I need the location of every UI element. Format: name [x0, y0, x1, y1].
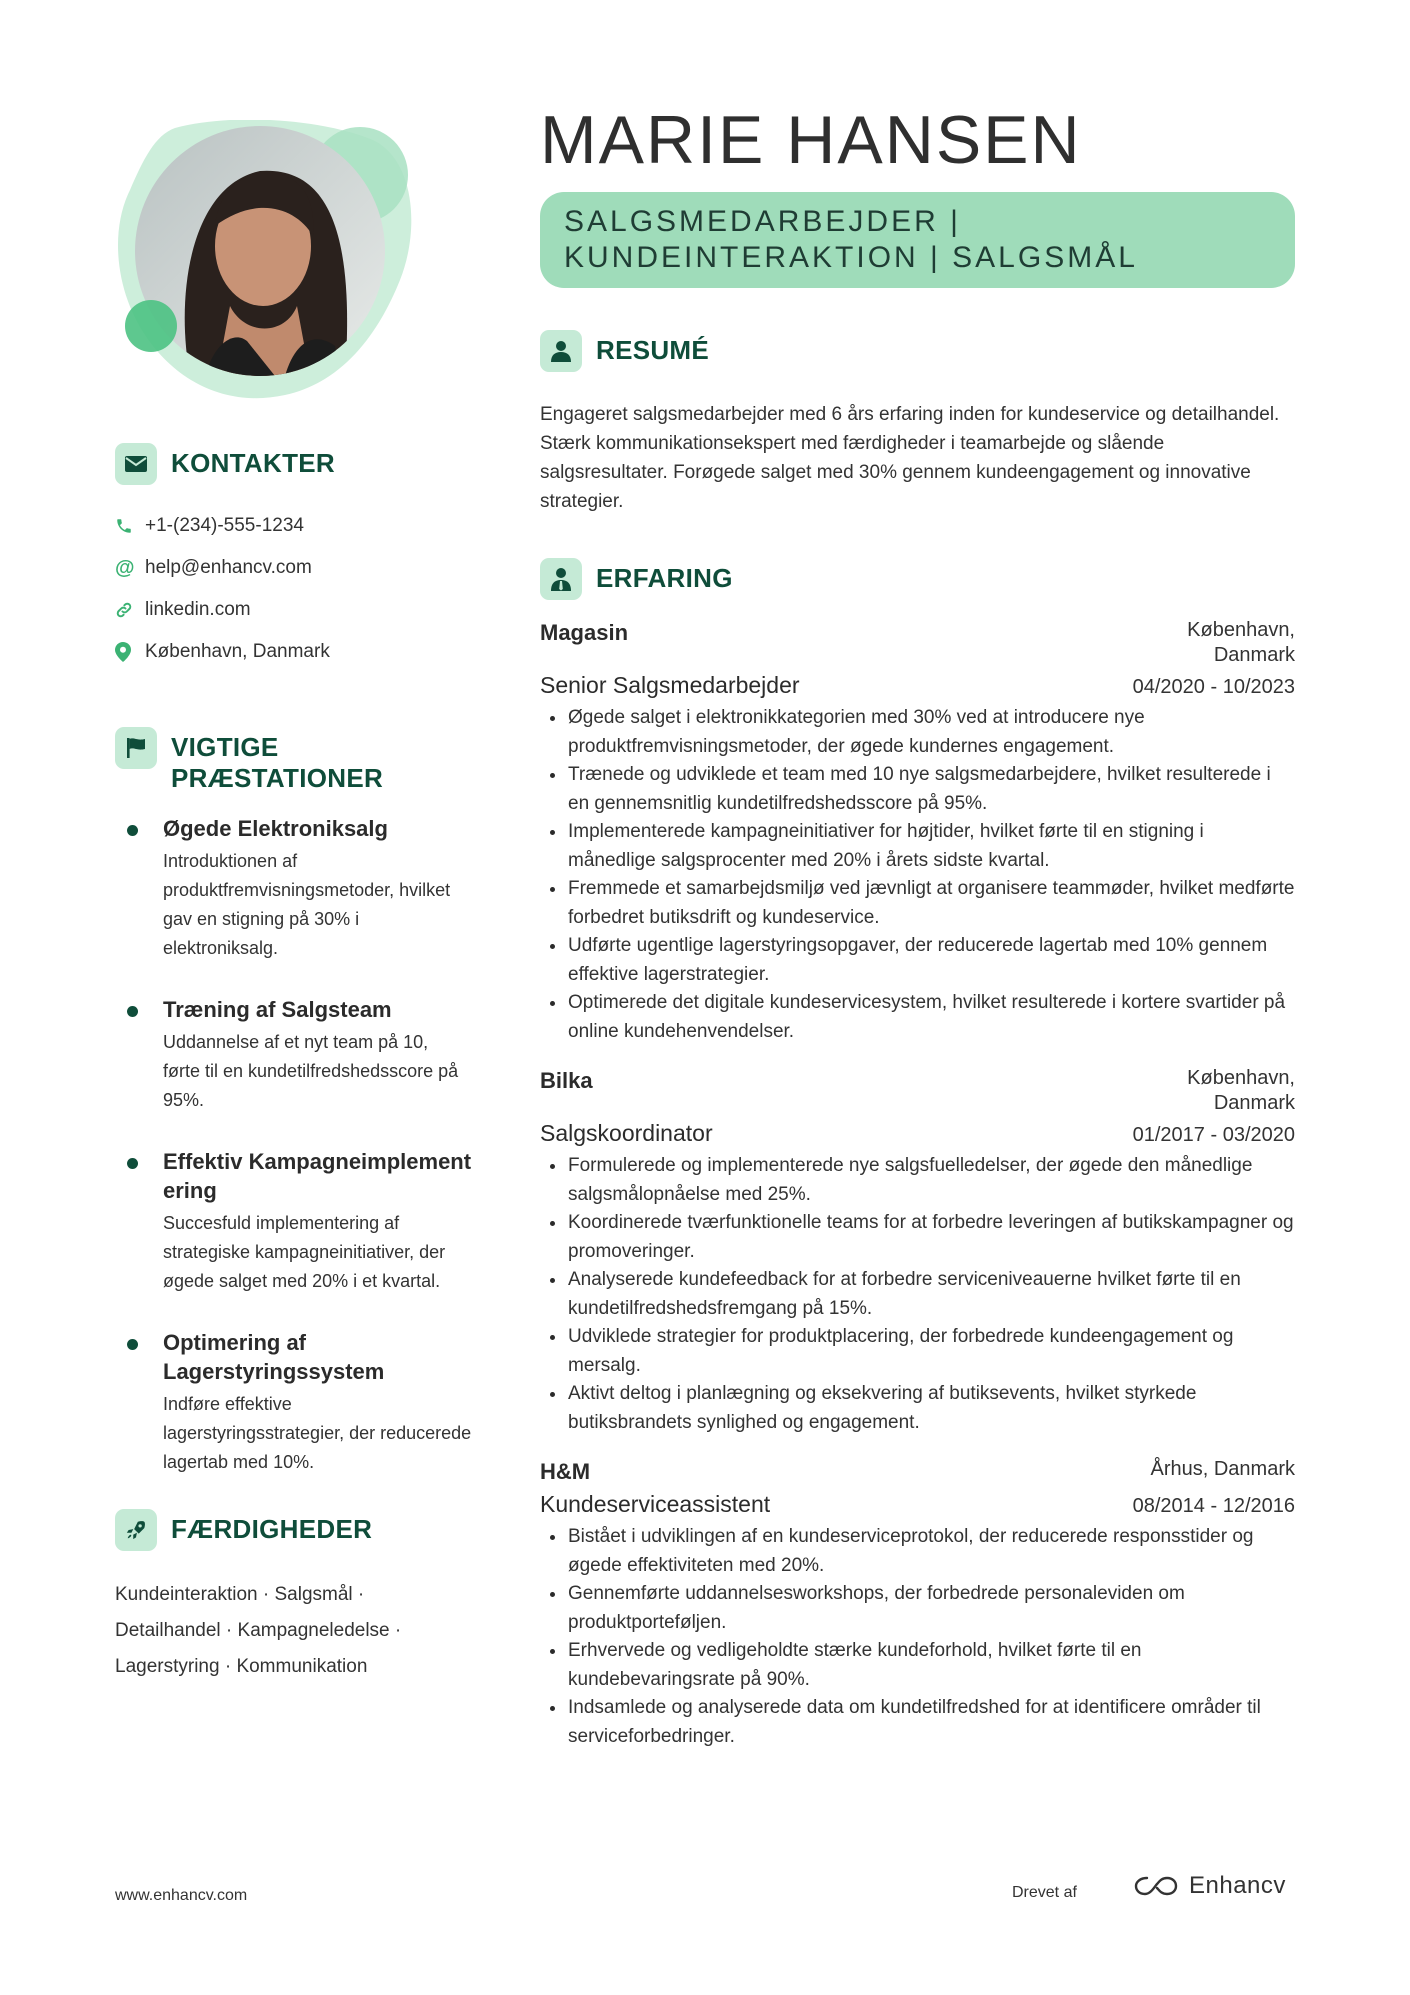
user-icon — [540, 330, 582, 372]
phone-icon — [115, 517, 145, 535]
decorative-dot — [125, 300, 177, 352]
achievement-item — [115, 995, 475, 1115]
job-bullet: Analyserede kundefeedback for at forbedre serviceniveauerne hvilket førte til en kundetilfredshedsfremgang på 15%. — [540, 1266, 1295, 1323]
job-bullet: Optimerede det digitale kundeservicesystem, hvilket resulterede i kortere svartider på online kundehenvendelser. — [540, 989, 1295, 1046]
job-bullet: Udførte ugentlige lagerstyringsopgaver, der reducerede lagertab med 10% gennem effektive lagerstrategier. — [540, 932, 1295, 989]
skills-list: Kundeinteraktion · Salgsmål · Detailhandel · Kampagneledelse · Lagerstyring · Kommunikation — [115, 1584, 402, 1677]
achievement-title: Optimering af Lagerstyringssystem — [163, 1330, 385, 1384]
achievements-header — [115, 727, 475, 794]
company-name: H&M — [540, 1459, 591, 1484]
contacts-header — [115, 443, 475, 485]
job-bullet: Gennemførte uddannelsesworkshops, der forbedrede personaleviden om produktporteføljen. — [540, 1580, 1295, 1637]
summary-header — [540, 330, 1295, 372]
company-name: Bilka — [540, 1068, 593, 1093]
footer-powered-by: Drevet af — [1012, 1884, 1077, 1901]
bullet-dot — [127, 825, 138, 836]
job-bullets — [540, 704, 1295, 1046]
contacts-section — [115, 443, 475, 673]
job-bullets — [540, 1152, 1295, 1437]
achievement-description: Succesfuld implementering af strategiske kampagneinitiativer, der øgede salget med 20% i et kvartal. — [163, 1213, 446, 1291]
job-entry — [540, 618, 1295, 1046]
link-icon — [115, 601, 145, 619]
job-bullet: Indsamlede og analyserede data om kundetilfredshed for at identificere områder til serviceforbedringer. — [540, 1694, 1295, 1751]
location-pin-icon — [115, 642, 145, 662]
contact-phone — [115, 505, 475, 547]
experience-title: ERFARING — [596, 563, 733, 593]
job-entry — [540, 1066, 1295, 1437]
job-location: København, Danmark — [1187, 619, 1295, 666]
job-entry — [540, 1457, 1295, 1751]
enhancv-logo[interactable] — [1133, 1872, 1286, 1900]
candidate-name: MARIE HANSEN — [540, 102, 1082, 178]
job-bullet: Aktivt deltog i planlægning og eksekvering af butiksevents, hvilket styrkede butiksbrandets synlighed og engagement. — [540, 1380, 1295, 1437]
job-location: København, Danmark — [1187, 1067, 1295, 1114]
job-bullet: Øgede salget i elektronikkategorien med 30% ved at introducere nye produktfremvisningsmetoder, der øgede kundernes engagement. — [540, 704, 1295, 761]
phone-text: +1-(234)-555-1234 — [145, 515, 304, 536]
achievement-description: Indføre effektive lagerstyringsstrategier, der reducerede lagertab med 10%. — [163, 1394, 472, 1472]
experience-section — [540, 558, 1295, 1751]
achievement-item — [115, 1147, 475, 1296]
location-text: København, Danmark — [145, 641, 330, 662]
contact-email — [115, 547, 475, 589]
job-dates: 04/2020 - 10/2023 — [1132, 676, 1295, 698]
achievement-item — [115, 814, 475, 963]
job-bullet: Udviklede strategier for produktplacering, der forbedrede kundeengagement og mersalg. — [540, 1323, 1295, 1380]
achievement-title: Effektiv Kampagneimplementering — [163, 1149, 472, 1203]
achievements-title: VIGTIGE PRÆSTATIONER — [171, 732, 384, 793]
profile-photo-area — [115, 100, 435, 410]
job-bullet: Koordinerede tværfunktionelle teams for at forbedre leveringen af butikskampagner og promoveringer. — [540, 1209, 1295, 1266]
job-dates: 01/2017 - 03/2020 — [1132, 1124, 1295, 1146]
bullet-dot — [127, 1339, 138, 1350]
achievement-item — [115, 1328, 475, 1477]
achievement-title: Øgede Elektroniksalg — [163, 816, 388, 841]
job-dates: 08/2014 - 12/2016 — [1132, 1495, 1295, 1517]
contacts-title: KONTAKTER — [171, 448, 335, 478]
job-bullet: Erhvervede og vedligeholdte stærke kundeforhold, hvilket førte til en kundebevaringsrate på 90%. — [540, 1637, 1295, 1694]
envelope-icon — [115, 443, 157, 485]
company-name: Magasin — [540, 620, 629, 645]
left-column — [115, 100, 475, 1685]
job-title: Senior Salgsmedarbejder — [540, 672, 800, 698]
contact-location — [115, 631, 475, 673]
contact-linkedin — [115, 589, 475, 631]
at-icon: @ — [115, 556, 135, 579]
achievement-description: Introduktionen af produktfremvisningsmetoder, hvilket gav en stigning på 30% i elektroniksalg. — [163, 851, 451, 958]
job-title: Salgskoordinator — [540, 1120, 713, 1146]
skills-title: FÆRDIGHEDER — [171, 1514, 373, 1544]
enhancv-logo-text: Enhancv — [1189, 1872, 1286, 1899]
achievement-title: Træning af Salgsteam — [163, 997, 392, 1022]
achievements-section — [115, 727, 475, 1477]
skills-header — [115, 1509, 475, 1551]
bullet-dot — [127, 1158, 138, 1169]
headline-banner: SALGSMEDARBEJDER | KUNDEINTERAKTION | SALGSMÅL — [540, 192, 1295, 288]
job-bullet: Bistået i udviklingen af en kundeserviceprotokol, der reducerede responsstider og øgede effektiviteten med 20%. — [540, 1523, 1295, 1580]
footer-url[interactable]: www.enhancv.com — [115, 1887, 248, 1904]
job-title: Kundeserviceassistent — [540, 1491, 771, 1517]
linkedin-link[interactable]: linkedin.com — [145, 599, 251, 620]
summary-section — [540, 330, 1295, 516]
job-bullets — [540, 1523, 1295, 1751]
briefcase-user-icon — [540, 558, 582, 600]
bullet-dot — [127, 1006, 138, 1017]
job-bullet: Formulerede og implementerede nye salgsfuelledelser, der øgede den månedlige salgsmålopnåelse med 25%. — [540, 1152, 1295, 1209]
rocket-icon — [115, 1509, 157, 1551]
job-bullet: Fremmede et samarbejdsmiljø ved jævnligt at organisere teammøder, hvilket medførte forbedret butiksdrift og kundeservice. — [540, 875, 1295, 932]
experience-header — [540, 558, 1295, 600]
summary-text: Engageret salgsmedarbejder med 6 års erfaring inden for kundeservice og detailhandel. Stærk kommunikationsekspert med færdigheder i teamarbejde og slående salgsresultater. Forøgede salget med 30% gennem kundeengagement og innovative strategier. — [540, 404, 1280, 512]
email-link[interactable]: help@enhancv.com — [145, 557, 312, 578]
summary-title: RESUMÉ — [596, 335, 710, 365]
job-location: Århus, Danmark — [1150, 1458, 1295, 1480]
achievement-description: Uddannelse af et nyt team på 10, førte til en kundetilfredshedsscore på 95%. — [163, 1032, 459, 1110]
job-bullet: Trænede og udviklede et team med 10 nye salgsmedarbejdere, hvilket resulterede i en gennemsnitlig kundetilfredshedsscore på 95%. — [540, 761, 1295, 818]
job-bullet: Implementerede kampagneinitiativer for højtider, hvilket førte til en stigning i månedlige salgsprocenter med 20% i årets sidste kvartal. — [540, 818, 1295, 875]
flag-icon — [115, 727, 157, 769]
right-column — [540, 100, 1295, 1751]
enhancv-logo-icon — [1133, 1874, 1179, 1898]
skills-section — [115, 1509, 475, 1685]
